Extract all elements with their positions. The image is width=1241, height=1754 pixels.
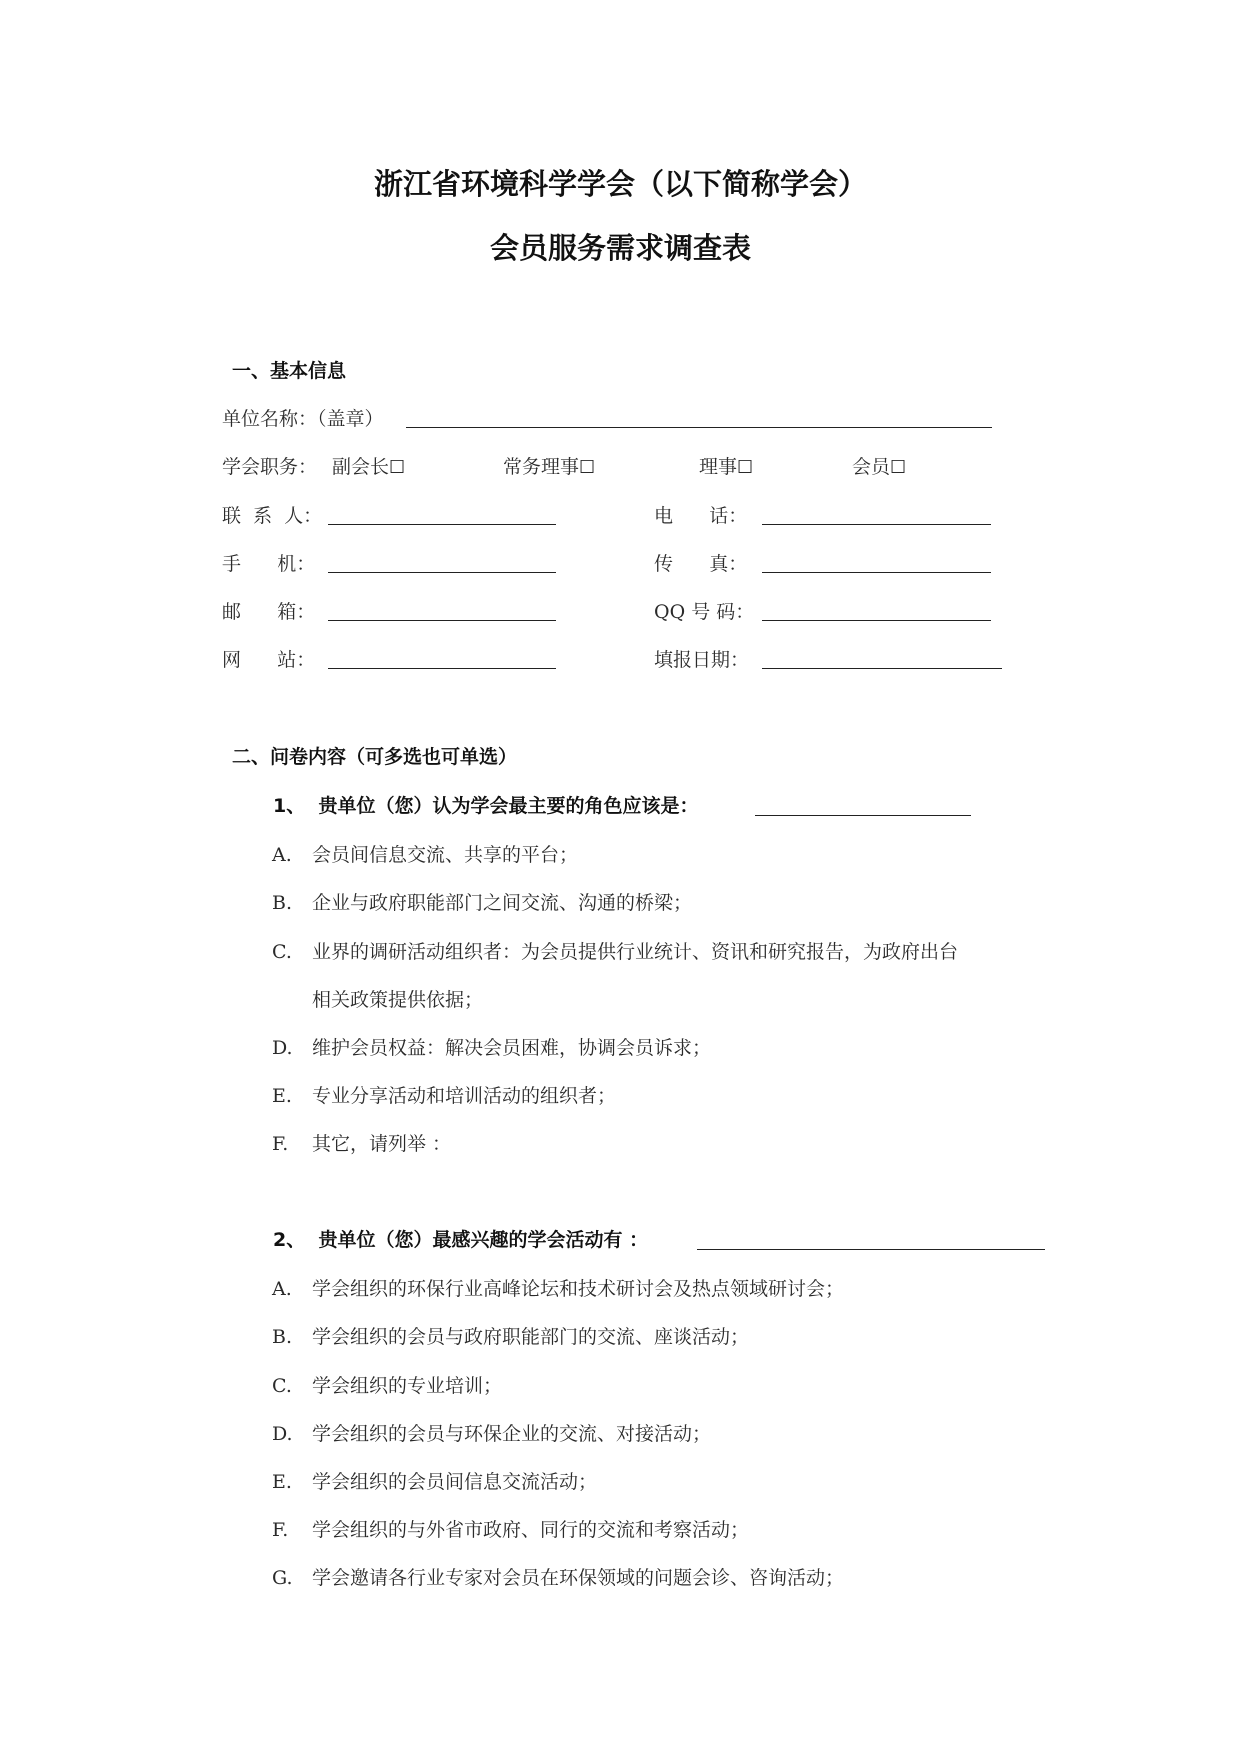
option-a[interactable] [272, 1274, 844, 1301]
option-letter: A. [272, 844, 292, 866]
position-option-director[interactable] [699, 452, 753, 479]
website-label: 网 站： [222, 649, 316, 671]
phone-field[interactable] [762, 524, 991, 525]
question-2-answer-field[interactable] [697, 1249, 1045, 1250]
contact-person-label: 联 系 人： [222, 505, 323, 527]
checkbox-icon[interactable]: ☐ [737, 457, 754, 478]
page-subtitle: 会员服务需求调查表 [489, 231, 751, 265]
option-letter: D. [272, 1037, 293, 1059]
option-letter: C. [272, 1375, 292, 1397]
position-label: 学会职务： [222, 456, 318, 478]
checkbox-icon[interactable]: ☐ [579, 457, 596, 478]
option-c-continued: 相关政策提供依据； [312, 989, 484, 1011]
position-option-label: 常务理事 [503, 456, 580, 478]
option-text: 学会组织的会员与政府职能部门的交流、座谈活动； [312, 1326, 750, 1348]
option-letter: E. [272, 1085, 292, 1107]
question-text: 贵单位（您）认为学会最主要的角色应该是： [318, 795, 699, 817]
question-1 [273, 791, 698, 818]
unit-name-label: 单位名称：（盖章） [222, 408, 384, 430]
date-field[interactable] [762, 668, 1002, 669]
website-field[interactable] [328, 668, 556, 669]
qq-field[interactable] [762, 620, 991, 621]
option-text: 学会组织的环保行业高峰论坛和技术研讨会及热点领域研讨会； [312, 1278, 845, 1300]
unit-name-field[interactable] [406, 427, 992, 428]
option-text: 学会组织的会员与环保企业的交流、对接活动； [312, 1423, 712, 1445]
position-option-member[interactable] [852, 452, 906, 479]
position-option-executive-director[interactable] [503, 452, 595, 479]
option-b[interactable] [272, 888, 692, 915]
question-text: 贵单位（您）最感兴趣的学会活动有 ： [318, 1229, 649, 1251]
option-d[interactable] [272, 1419, 711, 1446]
option-text: 学会组织的专业培训； [312, 1375, 503, 1397]
option-text: 学会组织的会员间信息交流活动； [312, 1471, 598, 1493]
option-a[interactable] [272, 840, 578, 867]
checkbox-icon[interactable]: ☐ [389, 457, 406, 478]
question-1-answer-field[interactable] [755, 815, 971, 816]
option-letter: F. [272, 1519, 289, 1541]
fax-field[interactable] [762, 572, 991, 573]
option-text: 会员间信息交流、共享的平台； [312, 844, 579, 866]
option-letter: B. [272, 1326, 293, 1348]
option-d[interactable] [272, 1033, 711, 1060]
section-basic-info-heading: 一、基本信息 [232, 360, 347, 382]
question-number: 1、 [273, 795, 306, 817]
option-text: 业界的调研活动组织者：为会员提供行业统计、资讯和研究报告，为政府出台 [312, 941, 959, 963]
option-text: 专业分享活动和培训活动的组织者； [312, 1085, 617, 1107]
position-option-label: 会员 [852, 456, 891, 478]
option-text: 企业与政府职能部门之间交流、沟通的桥梁； [312, 892, 693, 914]
position-option-label: 副会长 [332, 456, 390, 478]
option-letter: A. [272, 1278, 292, 1300]
mobile-field[interactable] [328, 572, 556, 573]
option-letter: F. [272, 1133, 289, 1155]
option-e[interactable] [272, 1081, 616, 1108]
option-letter: E. [272, 1471, 292, 1493]
date-label: 填报日期： [654, 649, 750, 671]
qq-label: QQ 号 码： [654, 601, 755, 623]
question-number: 2、 [273, 1229, 306, 1251]
page-title: 浙江省环境科学学会（以下简称学会） [373, 167, 867, 201]
option-e[interactable] [272, 1467, 597, 1494]
option-text: 维护会员权益：解决会员困难，协调会员诉求； [312, 1037, 712, 1059]
option-c[interactable] [272, 937, 958, 964]
option-text: 其它，请列举 ： [312, 1133, 452, 1155]
option-text: 学会组织的与外省市政府、同行的交流和考察活动； [312, 1519, 750, 1541]
option-f[interactable] [272, 1129, 451, 1156]
option-g[interactable] [272, 1563, 844, 1590]
question-2 [273, 1225, 648, 1252]
option-letter: G. [272, 1567, 293, 1589]
option-c[interactable] [272, 1371, 502, 1398]
section-questionnaire-heading: 二、问卷内容（可多选也可单选） [232, 746, 518, 768]
mobile-label: 手 机： [222, 553, 316, 575]
position-option-vice-president[interactable] [332, 452, 405, 479]
option-letter: B. [272, 892, 293, 914]
email-label: 邮 箱： [222, 601, 316, 623]
option-f[interactable] [272, 1515, 749, 1542]
fax-label: 传 真： [654, 553, 748, 575]
option-text: 学会邀请各行业专家对会员在环保领域的问题会诊、咨询活动； [312, 1567, 845, 1589]
phone-label: 电 话： [654, 505, 748, 527]
checkbox-icon[interactable]: ☐ [890, 457, 907, 478]
option-letter: C. [272, 941, 292, 963]
option-b[interactable] [272, 1322, 749, 1349]
contact-person-field[interactable] [328, 524, 556, 525]
email-field[interactable] [328, 620, 556, 621]
option-letter: D. [272, 1423, 293, 1445]
position-option-label: 理事 [699, 456, 738, 478]
